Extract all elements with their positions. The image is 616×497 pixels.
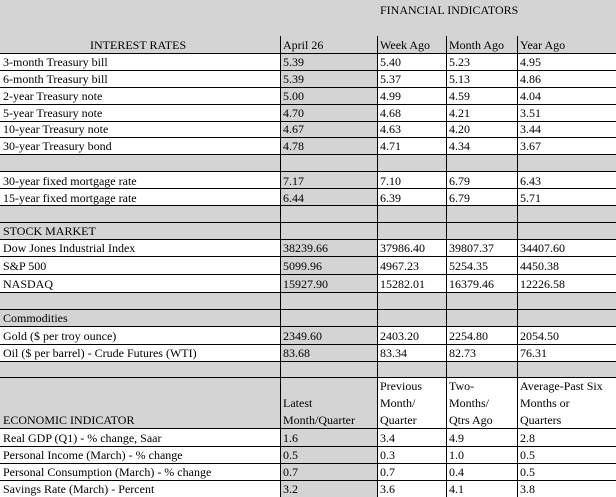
rule [0, 256, 616, 257]
row-label: Dow Jones Industrial Index [3, 241, 136, 255]
cell: 3.8 [520, 482, 535, 496]
cell: 4.1 [449, 482, 464, 496]
cell: 83.34 [380, 346, 407, 360]
economic-indicator-header: ECONOMIC INDICATOR [3, 413, 135, 427]
cell: 2054.50 [520, 329, 559, 343]
col-previous: Month/ [380, 396, 416, 410]
cell: 4.99 [380, 89, 401, 103]
cell: 6.39 [380, 191, 401, 205]
cell: 4.34 [449, 139, 470, 153]
col-week-ago: Week Ago [380, 38, 431, 52]
cell: 0.3 [380, 448, 395, 462]
cell: 38239.66 [283, 241, 328, 255]
cell: 4.71 [380, 139, 401, 153]
cell: 2254.80 [449, 329, 488, 343]
row-label: 30-year fixed mortgage rate [3, 174, 137, 188]
row-label: Real GDP (Q1) - % change, Saar [3, 431, 162, 445]
rule [0, 361, 616, 362]
row-label: 30-year Treasury bond [3, 139, 112, 153]
cell: 2.8 [520, 431, 535, 445]
rule [0, 188, 616, 189]
row-label: 5-year Treasury note [3, 106, 103, 120]
col-april-26: April 26 [283, 38, 324, 52]
cell: 2403.20 [380, 329, 419, 343]
cell: 0.5 [283, 448, 298, 462]
cell: 1.0 [449, 448, 464, 462]
cell: 4.68 [380, 106, 401, 120]
row-label: Oil ($ per barrel) - Crude Futures (WTI) [3, 346, 197, 360]
cell: 3.51 [520, 106, 541, 120]
cell: 4.67 [283, 122, 304, 136]
row-label: 10-year Treasury note [3, 122, 109, 136]
cell: 82.73 [449, 346, 476, 360]
column-rule [446, 36, 447, 497]
row-label: NASDAQ [3, 277, 54, 291]
cell: 4.70 [283, 106, 304, 120]
col-latest: Month/Quarter [283, 413, 355, 427]
rule [0, 480, 616, 481]
column-rule [280, 36, 281, 497]
cell: 5.39 [283, 55, 304, 69]
stock-market-header: STOCK MARKET [3, 224, 96, 238]
col-previous: Quarter [380, 413, 417, 427]
commodities-header: Commodities [3, 311, 68, 325]
row-label: S&P 500 [3, 259, 47, 273]
rule [0, 428, 616, 429]
row-label: Gold ($ per troy ounce) [3, 329, 117, 343]
rule [0, 87, 616, 88]
col-avg: Average-Past Six [520, 379, 603, 393]
col-two: Months/ [449, 396, 490, 410]
rule [0, 104, 616, 105]
cell: 7.17 [283, 174, 304, 188]
cell: 0.5 [520, 448, 535, 462]
rule [0, 222, 616, 223]
col-previous: Previous [380, 379, 422, 393]
rule [0, 446, 616, 447]
cell: 4.59 [449, 89, 470, 103]
rule [0, 326, 616, 327]
cell: 6.79 [449, 174, 470, 188]
rule [0, 309, 616, 310]
cell: 3.67 [520, 139, 541, 153]
rule [0, 53, 616, 54]
row-label: Personal Consumption (March) - % change [3, 465, 212, 479]
cell: 5.40 [380, 55, 401, 69]
row-label: Personal Income (March) - % change [3, 448, 183, 462]
mortgage-values-area [377, 172, 616, 206]
row-label: 3-month Treasury bill [3, 55, 108, 69]
col-two: Two- [449, 379, 475, 393]
cell: 1.6 [283, 431, 298, 445]
interest-rates-header: INTEREST RATES [90, 38, 187, 52]
cell: 34407.60 [520, 241, 565, 255]
cell: 3.6 [380, 482, 395, 496]
cell: 4.86 [520, 72, 541, 86]
cell: 39807.37 [449, 241, 494, 255]
cell: 7.10 [380, 174, 401, 188]
cell: 15282.01 [380, 277, 425, 291]
cell: 3.4 [380, 431, 395, 445]
rule [0, 137, 616, 138]
cell: 0.4 [449, 465, 464, 479]
rule [0, 274, 616, 275]
cell: 5099.96 [283, 259, 322, 273]
cell: 4967.23 [380, 259, 419, 273]
row-label: Savings Rate (March) - Percent [3, 482, 155, 496]
cell: 37986.40 [380, 241, 425, 255]
cell: 0.7 [283, 465, 298, 479]
column-rule [377, 36, 378, 497]
cell: 5.37 [380, 72, 401, 86]
rule [0, 344, 616, 345]
cell: 5.39 [283, 72, 304, 86]
cell: 2349.60 [283, 329, 322, 343]
cell: 5254.35 [449, 259, 488, 273]
cell: 4.21 [449, 106, 470, 120]
rule [0, 377, 616, 378]
rule [0, 463, 616, 464]
row-label: 6-month Treasury bill [3, 72, 108, 86]
cell: 4.78 [283, 139, 304, 153]
cell: 3.44 [520, 122, 541, 136]
col-year-ago: Year Ago [520, 38, 566, 52]
cell: 0.7 [380, 465, 395, 479]
rule [0, 292, 616, 293]
cell: 12226.58 [520, 277, 565, 291]
cell: 76.31 [520, 346, 547, 360]
col-avg: Months or [520, 396, 570, 410]
cell: 5.23 [449, 55, 470, 69]
cell: 6.79 [449, 191, 470, 205]
col-avg: Quarters [520, 413, 562, 427]
cell: 16379.46 [449, 277, 494, 291]
cell: 3.2 [283, 482, 298, 496]
cell: 4.95 [520, 55, 541, 69]
cell: 4.20 [449, 122, 470, 136]
col-month-ago: Month Ago [449, 38, 505, 52]
cell: 83.68 [283, 346, 310, 360]
economic-values-area [377, 377, 616, 497]
cell: 5.71 [520, 191, 541, 205]
cell: 5.13 [449, 72, 470, 86]
cell: 4.04 [520, 89, 541, 103]
rule [0, 205, 616, 206]
page-title: FINANCIAL INDICATORS [380, 3, 519, 17]
cell: 0.5 [520, 465, 535, 479]
cell: 6.43 [520, 174, 541, 188]
col-latest: Latest [283, 396, 313, 410]
cell: 5.00 [283, 89, 304, 103]
cell: 4.9 [449, 431, 464, 445]
rule [0, 70, 616, 71]
rule [0, 171, 616, 172]
cell: 15927.90 [283, 277, 328, 291]
row-label: 15-year fixed mortgage rate [3, 191, 137, 205]
row-label: 2-year Treasury note [3, 89, 103, 103]
cell: 4.63 [380, 122, 401, 136]
cell: 6.44 [283, 191, 304, 205]
rule [0, 239, 616, 240]
column-rule [517, 36, 518, 497]
cell: 4450.38 [520, 259, 559, 273]
rule [0, 154, 616, 155]
col-two: Qtrs Ago [449, 413, 493, 427]
